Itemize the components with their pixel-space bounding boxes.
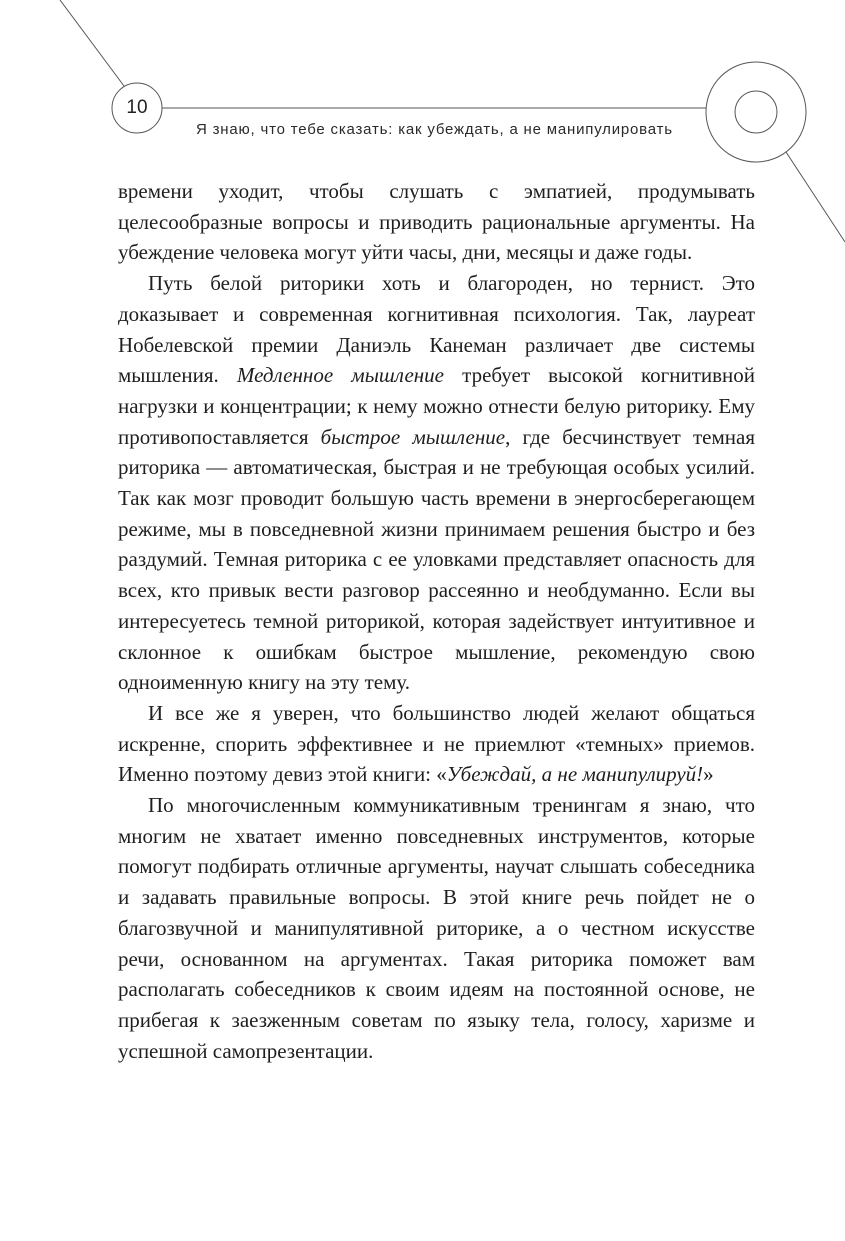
paragraph-2-text-a: Путь белой риторики хоть и благороден, но тернист. Это доказывает и современная когнитивная психология. Так, лауреат Нобелевской премии Даниэль Канеман различает две системы мышления.: [118, 271, 755, 388]
paragraph-2: [118, 268, 755, 698]
fast-thinking-term: быстрое мышление: [320, 424, 506, 449]
page-body: [118, 176, 755, 1066]
diagonal-line-top-left: [60, 0, 124, 86]
paragraph-3-text-a: И все же я уверен, что большинство людей желают общаться искренне, спорить эффективнее и не приемлют «темных» приемов. Именно поэтому девиз этой книги: «: [118, 700, 755, 787]
paragraph-3-text-b: »: [703, 762, 714, 787]
paragraph-3: [118, 698, 755, 790]
page-number: 10: [126, 97, 148, 118]
paragraph-2-text-c: , где бесчинствует темная риторика — автоматическая, быстрая и не требующая особых усилий. Так как мозг проводит большую часть времени в энергосберегающем режиме, мы в повседневной жизни принимаем решения быстро и без раздумий. Темная риторика с ее уловками представляет опасность для всех, кто привык вести разговор рассеянно и необдуманно. Если вы интересуетесь темной риторикой, которая задействует интуитивное и склонное к ошибкам быстрое мышление, рекомендую свою одноименную книгу на эту тему.: [118, 424, 756, 695]
paragraph-4: По многочисленным коммуникативным тренингам я знаю, что многим не хватает именно повседневных инструментов, которые помогут подбирать отличные аргументы, научат слышать собеседника и задавать правильные вопросы. В этой книге речь пойдет не о благозвучной и манипулятивной риторике, а о честном искусстве речи, основанном на аргументах. Такая риторика поможет вам располагать собеседников к своим идеям на постоянной основе, не прибегая к заезженным советам по языку тела, голосу, харизме и успешной самопрезентации.: [118, 793, 755, 1063]
paragraph-1: времени уходит, чтобы слушать с эмпатией, продумывать целесообразные вопросы и приводить рациональные аргументы. На убеждение человека могут уйти часы, дни, месяцы и даже годы.: [118, 179, 755, 265]
book-motto: Убеждай, а не манипулируй!: [446, 762, 704, 787]
diagonal-line-right: [786, 152, 845, 242]
slow-thinking-term: Медленное мышление: [236, 363, 445, 388]
inner-ring-icon: [735, 91, 777, 133]
running-title: Я знаю, что тебе сказать: как убеждать, а не манипулировать: [196, 121, 673, 138]
paragraph-2-text-b: требует высокой когнитивной нагрузки и концентрации; к нему можно отнести белую риторику. Ему противопоставляется: [118, 363, 755, 449]
outer-ring-icon: [706, 62, 806, 162]
